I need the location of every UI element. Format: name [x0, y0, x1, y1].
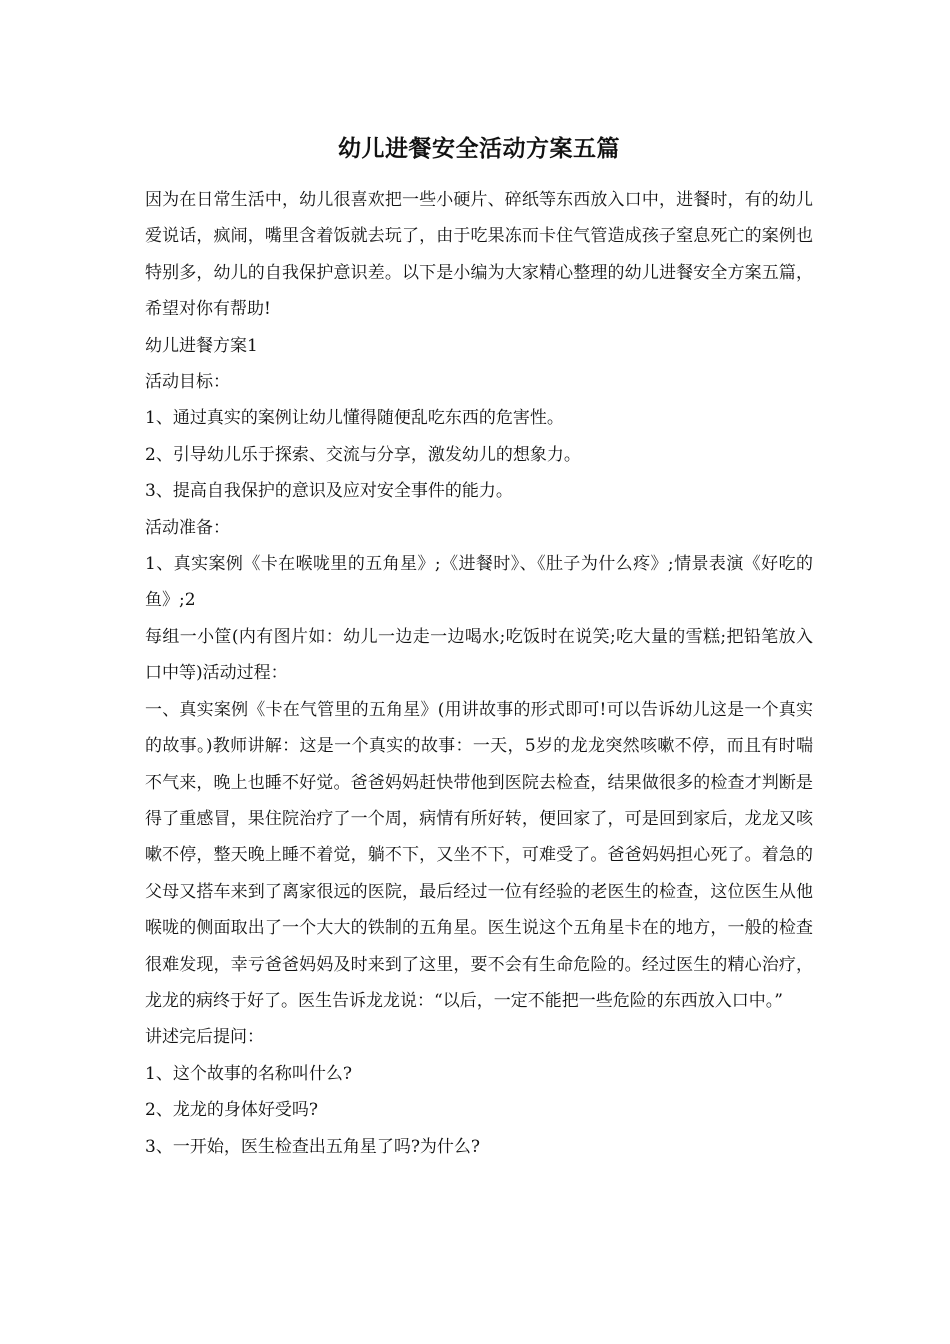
section-heading-plan-1: 幼儿进餐方案1: [145, 335, 258, 356]
question-item-3: 3、一开始，医生检查出五角星了吗?为什么?: [145, 1136, 481, 1157]
activity-goals-heading: 活动目标：: [145, 372, 230, 393]
goal-item-1: 1、通过真实的案例让幼儿懂得随便乱吃东西的危害性。: [145, 408, 564, 429]
preparation-item-2: 每组一小筐(内有图片如：幼儿一边走一边喝水;吃饭时在说笑;吃大量的雪糕;把铅笔放入口中等)活动过程：: [145, 626, 813, 684]
goal-item-3: 3、提高自我保护的意识及应对安全事件的能力。: [145, 481, 513, 502]
document-body: [145, 132, 813, 1165]
questions-heading: 讲述完后提问：: [145, 1027, 264, 1048]
story-paragraph: 一、真实案例《卡在气管里的五角星》(用讲故事的形式即可!可以告诉幼儿这是一个真实的故事。)教师讲解：这是一个真实的故事：一天，5岁的龙龙突然咳嗽不停，而且有时喘不气来，晚上也睡不好觉。爸爸妈妈赶快带他到医院去检查，结果做很多的检查才判断是得了重感冒，果住院治疗了一个周，病情有所好转，便回家了，可是回到家后，龙龙又咳嗽不停，整天晚上睡不着觉，躺不下，又坐不下，可难受了。爸爸妈妈担心死了。着急的父母又搭车来到了离家很远的医院，最后经过一位有经验的老医生的检查，这位医生从他喉咙的侧面取出了一个大大的铁制的五角星。医生说这个五角星卡在的地方，一般的检查很难发现，幸亏爸爸妈妈及时来到了这里，要不会有生命危险的。经过医生的精心治疗，龙龙的病终于好了。医生告诉龙龙说：“以后，一定不能把一些危险的东西放入口中。”: [145, 699, 813, 1011]
question-item-1: 1、这个故事的名称叫什么?: [145, 1063, 352, 1084]
intro-paragraph: 因为在日常生活中，幼儿很喜欢把一些小硬片、碎纸等东西放入口中，进餐时，有的幼儿爱说话，疯闹，嘴里含着饭就去玩了，由于吃果冻而卡住气管造成孩子窒息死亡的案例也特别多，幼儿的自我保护意识差。以下是小编为大家精心整理的幼儿进餐安全方案五篇，希望对你有帮助!: [145, 190, 813, 320]
activity-preparation-heading: 活动准备：: [145, 517, 230, 538]
goal-item-2: 2、引导幼儿乐于探索、交流与分享，激发幼儿的想象力。: [145, 444, 581, 465]
question-item-2: 2、龙龙的身体好受吗?: [145, 1100, 318, 1121]
document-title: 幼儿进餐安全活动方案五篇: [338, 136, 620, 162]
preparation-item-1: 1、真实案例《卡在喉咙里的五角星》;《进餐时》、《肚子为什么疼》;情景表演《好吃的鱼》;2: [145, 554, 813, 611]
